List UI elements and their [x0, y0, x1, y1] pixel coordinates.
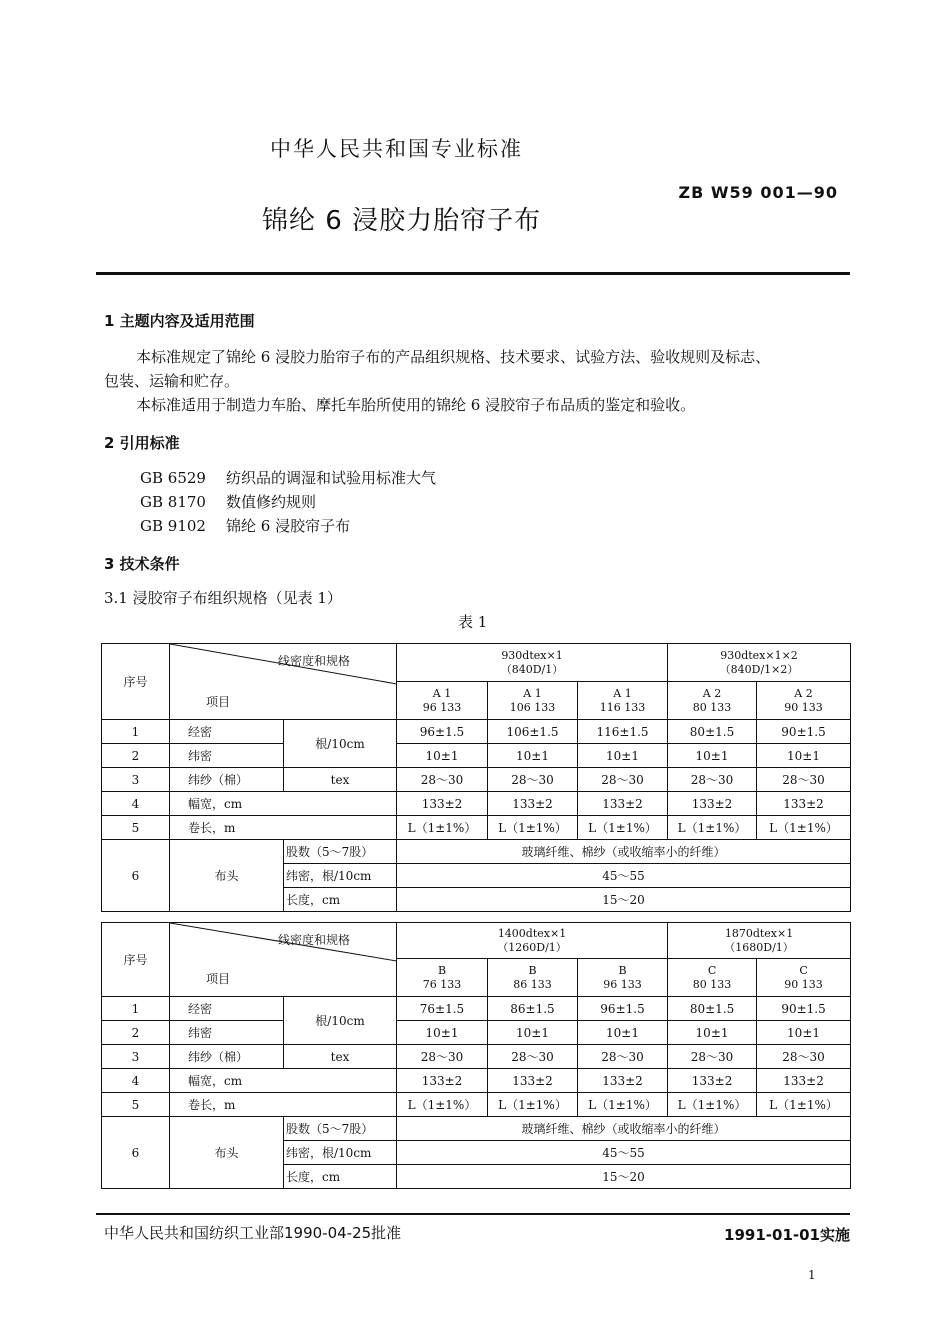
table-row: 3 纬纱（棉） tex 28～30 28～30 28～30 28～30 28～30: [102, 1045, 851, 1069]
approval-line: 中华人民共和国纺织工业部1990-04-25批准: [104, 1224, 402, 1242]
section-1-para-2: 本标准适用于制造力车胎、摩托车胎所使用的锦纶 6 浸胶帘子布品质的鉴定和验收。: [136, 396, 696, 414]
page-number: 1: [808, 1268, 816, 1282]
table-caption: 表 1: [458, 613, 488, 631]
table-row: 长度，cm 15～20: [102, 1165, 851, 1189]
seq-header: 序号: [102, 644, 170, 720]
table-row: 6 布头 股数（5～7股） 玻璃纤维、棉纱（或收缩率小的纤维）: [102, 1117, 851, 1141]
spec-group-header: 1870dtex×1 （1680D/1）: [668, 923, 851, 959]
table-row: 5 卷长，m L（1±1%） L（1±1%） L（1±1%） L（1±1%） L（1±1%）: [102, 816, 851, 840]
spec-column-header: A 1 96 133: [397, 682, 488, 720]
diag-top-label: 线密度和规格: [277, 933, 350, 947]
spec-table-lower: [101, 922, 851, 1189]
section-3-heading: 3 技术条件: [104, 555, 180, 573]
section-1-heading: 1 主题内容及适用范围: [104, 312, 255, 330]
standard-code: ZB W59 001—90: [678, 183, 838, 202]
table-row: 2 纬密 10±1 10±1 10±1 10±1 10±1: [102, 1021, 851, 1045]
diag-bottom-label: 项目: [206, 695, 231, 709]
table-row: 纬密，根/10cm 45～55: [102, 1141, 851, 1165]
spec-column-header: B 76 133: [397, 959, 488, 997]
section-3-1-heading: 3.1 浸胶帘子布组织规格（见表 1）: [104, 589, 342, 607]
section-1-para-1-cont: 包装、运输和贮存。: [104, 372, 240, 390]
section-1-para-1: 本标准规定了锦纶 6 浸胶力胎帘子布的产品组织规格、技术要求、试验方法、验收规则及标志、: [136, 348, 771, 366]
org-title: 中华人民共和国专业标准: [270, 137, 523, 161]
spec-group-header: 1400dtex×1 （1260D/1）: [397, 923, 668, 959]
effective-date: 1991-01-01实施: [724, 1226, 850, 1244]
diag-bottom-label: 项目: [206, 972, 231, 986]
spec-column-header: B 96 133: [578, 959, 668, 997]
table-row: 3 纬纱（棉） tex 28～30 28～30 28～30 28～30 28～30: [102, 768, 851, 792]
diag-top-label: 线密度和规格: [277, 654, 350, 668]
table-row: 5 卷长，m L（1±1%） L（1±1%） L（1±1%） L（1±1%） L（1±1%）: [102, 1093, 851, 1117]
table-row: 4 幅宽，cm 133±2 133±2 133±2 133±2 133±2: [102, 1069, 851, 1093]
spec-column-header: C 80 133: [668, 959, 757, 997]
header-rule: [96, 272, 850, 275]
spec-column-header: A 2 90 133: [757, 682, 851, 720]
table-row: 1 经密 根/10cm 96±1.5 106±1.5 116±1.5 80±1.5 90±1.5: [102, 720, 851, 744]
spec-column-header: A 2 80 133: [668, 682, 757, 720]
diagonal-header-cell: [170, 923, 397, 997]
table-row: 4 幅宽，cm 133±2 133±2 133±2 133±2 133±2: [102, 792, 851, 816]
spec-column-header: C 90 133: [757, 959, 851, 997]
seq-header: 序号: [102, 923, 170, 997]
table-row: 2 纬密 10±1 10±1 10±1 10±1 10±1: [102, 744, 851, 768]
reference-item: GB 8170 数值修约规则: [140, 493, 317, 511]
table-row: 6 布头 股数（5～7股） 玻璃纤维、棉纱（或收缩率小的纤维）: [102, 840, 851, 864]
table-row: 纬密，根/10cm 45～55: [102, 864, 851, 888]
spec-table-upper: [101, 643, 851, 912]
spec-group-header: 930dtex×1 （840D/1）: [397, 644, 668, 682]
section-2-heading: 2 引用标准: [104, 434, 180, 452]
spec-column-header: A 1 106 133: [488, 682, 578, 720]
spec-column-header: B 86 133: [488, 959, 578, 997]
spec-group-header: 930dtex×1×2 （840D/1×2）: [668, 644, 851, 682]
document-title: 锦纶 6 浸胶力胎帘子布: [262, 206, 542, 236]
table-row: 1 经密 根/10cm 76±1.5 86±1.5 96±1.5 80±1.5 90±1.5: [102, 997, 851, 1021]
reference-item: GB 9102 锦纶 6 浸胶帘子布: [140, 517, 351, 535]
table-row: 长度，cm 15～20: [102, 888, 851, 912]
footer-rule: [96, 1213, 850, 1215]
diagonal-header-cell: [170, 644, 397, 720]
reference-item: GB 6529 纺织品的调湿和试验用标准大气: [140, 469, 437, 487]
spec-column-header: A 1 116 133: [578, 682, 668, 720]
